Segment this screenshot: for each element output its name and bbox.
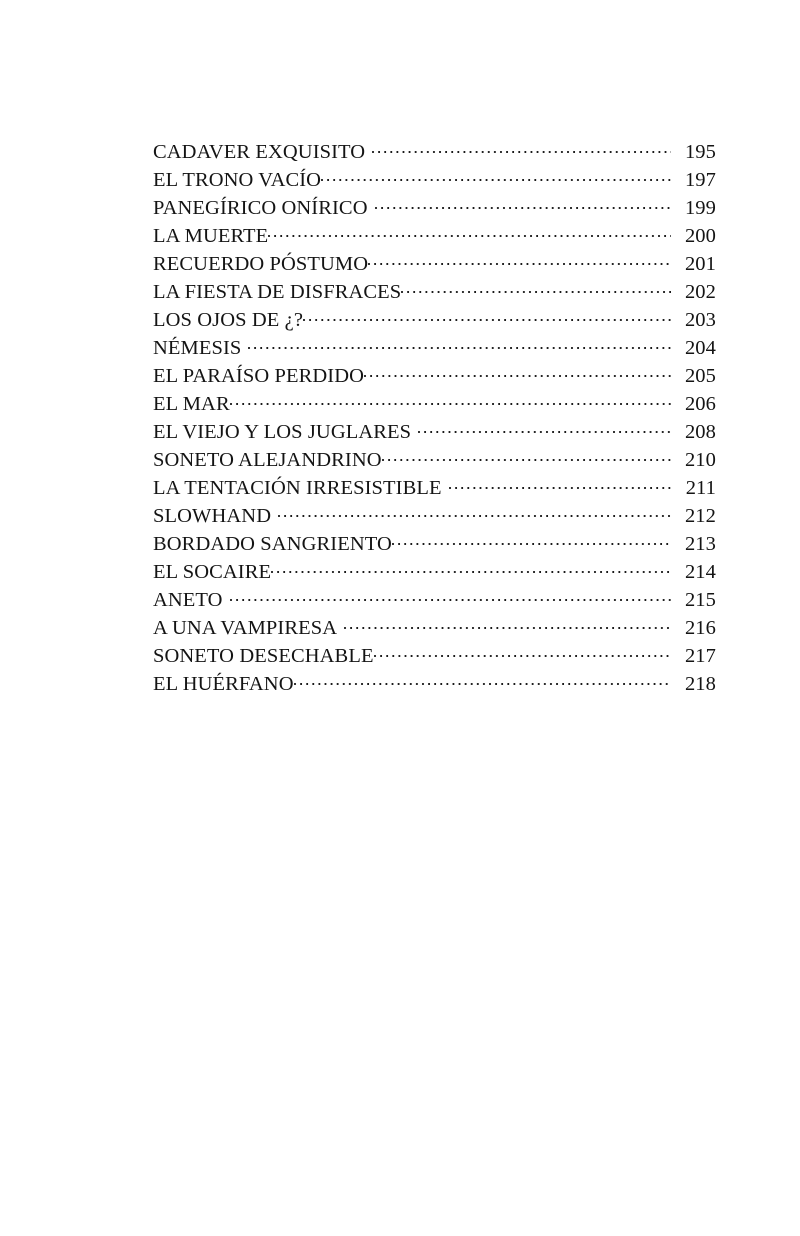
toc-dot-leader xyxy=(303,306,671,326)
toc-dot-leader xyxy=(248,334,671,354)
toc-entry-title: LA FIESTA DE DISFRACES xyxy=(153,281,402,303)
toc-dot-leader xyxy=(268,222,671,242)
toc-entry[interactable] xyxy=(153,558,716,586)
toc-entry[interactable] xyxy=(153,390,716,418)
toc-entry-page-number: 206 xyxy=(684,393,716,415)
toc-entry-page-number: 218 xyxy=(684,673,716,695)
toc-dot-leader xyxy=(372,138,671,158)
toc-entry-page-number: 212 xyxy=(684,505,716,527)
toc-dot-leader xyxy=(449,474,671,494)
toc-dot-leader xyxy=(382,446,671,466)
toc-entry-page-number: 195 xyxy=(684,141,716,163)
toc-entry-title: EL MAR xyxy=(153,393,230,415)
toc-entry-title: EL HUÉRFANO xyxy=(153,673,294,695)
toc-entry-page-number: 200 xyxy=(684,225,716,247)
toc-entry[interactable] xyxy=(153,586,716,614)
toc-entry-title: EL SOCAIRE xyxy=(153,561,272,583)
toc-entry-page-number: 216 xyxy=(684,617,716,639)
toc-dot-leader xyxy=(321,166,671,186)
toc-entry[interactable] xyxy=(153,446,716,474)
toc-entry-page-number: 205 xyxy=(684,365,716,387)
toc-entry-title: EL TRONO VACÍO xyxy=(153,169,322,191)
toc-entry-page-number: 208 xyxy=(684,421,716,443)
toc-dot-leader xyxy=(401,278,671,298)
toc-entry-page-number: 199 xyxy=(684,197,716,219)
toc-dot-leader xyxy=(344,614,671,634)
toc-entry-title: LA MUERTE xyxy=(153,225,269,247)
toc-entry-title: LA TENTACIÓN IRRESISTIBLE xyxy=(153,477,442,499)
toc-entry-title: LOS OJOS DE ¿? xyxy=(153,309,304,331)
toc-entry[interactable] xyxy=(153,138,716,166)
toc-entry[interactable] xyxy=(153,334,716,362)
toc-entry-title: SONETO DESECHABLE xyxy=(153,645,374,667)
toc-entry[interactable] xyxy=(153,222,716,250)
toc-entry[interactable] xyxy=(153,642,716,670)
toc-entry-title: PANEGÍRICO ONÍRICO xyxy=(153,197,368,219)
toc-entry-page-number: 215 xyxy=(684,589,716,611)
toc-entry[interactable] xyxy=(153,418,716,446)
toc-dot-leader xyxy=(278,502,671,522)
table-of-contents-list xyxy=(153,138,716,698)
toc-entry-title: SONETO ALEJANDRINO xyxy=(153,449,382,471)
toc-entry-title: SLOWHAND xyxy=(153,505,272,527)
toc-entry-page-number: 217 xyxy=(684,645,716,667)
toc-entry-page-number: 211 xyxy=(685,477,716,499)
toc-entry-title: EL VIEJO Y LOS JUGLARES xyxy=(153,421,412,443)
toc-entry-page-number: 204 xyxy=(684,337,716,359)
toc-dot-leader xyxy=(230,586,671,606)
toc-entry-page-number: 203 xyxy=(684,309,716,331)
toc-entry-title: ANETO xyxy=(153,589,223,611)
toc-entry[interactable] xyxy=(153,166,716,194)
toc-entry[interactable] xyxy=(153,250,716,278)
toc-dot-leader xyxy=(230,390,671,410)
toc-entry-page-number: 197 xyxy=(684,169,716,191)
toc-entry-title: NÉMESIS xyxy=(153,337,242,359)
toc-dot-leader xyxy=(392,530,671,550)
toc-entry[interactable] xyxy=(153,194,716,222)
toc-entry[interactable] xyxy=(153,502,716,530)
toc-entry-title: A UNA VAMPIRESA xyxy=(153,617,338,639)
toc-dot-leader xyxy=(374,642,671,662)
toc-entry-title: BORDADO SANGRIENTO xyxy=(153,533,392,555)
toc-entry[interactable] xyxy=(153,306,716,334)
toc-entry[interactable] xyxy=(153,614,716,642)
toc-entry[interactable] xyxy=(153,474,716,502)
toc-entry[interactable] xyxy=(153,530,716,558)
toc-entry-title: EL PARAÍSO PERDIDO xyxy=(153,365,365,387)
toc-dot-leader xyxy=(418,418,671,438)
toc-entry[interactable] xyxy=(153,362,716,390)
toc-dot-leader xyxy=(364,362,671,382)
toc-dot-leader xyxy=(294,670,671,690)
toc-entry-page-number: 213 xyxy=(684,533,716,555)
toc-entry-page-number: 210 xyxy=(684,449,716,471)
toc-entry-title: CADAVER EXQUISITO xyxy=(153,141,366,163)
toc-dot-leader xyxy=(271,558,671,578)
toc-entry[interactable] xyxy=(153,670,716,698)
toc-entry[interactable] xyxy=(153,278,716,306)
toc-entry-page-number: 202 xyxy=(684,281,716,303)
toc-dot-leader xyxy=(368,250,671,270)
toc-entry-page-number: 201 xyxy=(684,253,716,275)
toc-entry-title: RECUERDO PÓSTUMO xyxy=(153,253,369,275)
toc-entry-page-number: 214 xyxy=(684,561,716,583)
toc-dot-leader xyxy=(375,194,671,214)
